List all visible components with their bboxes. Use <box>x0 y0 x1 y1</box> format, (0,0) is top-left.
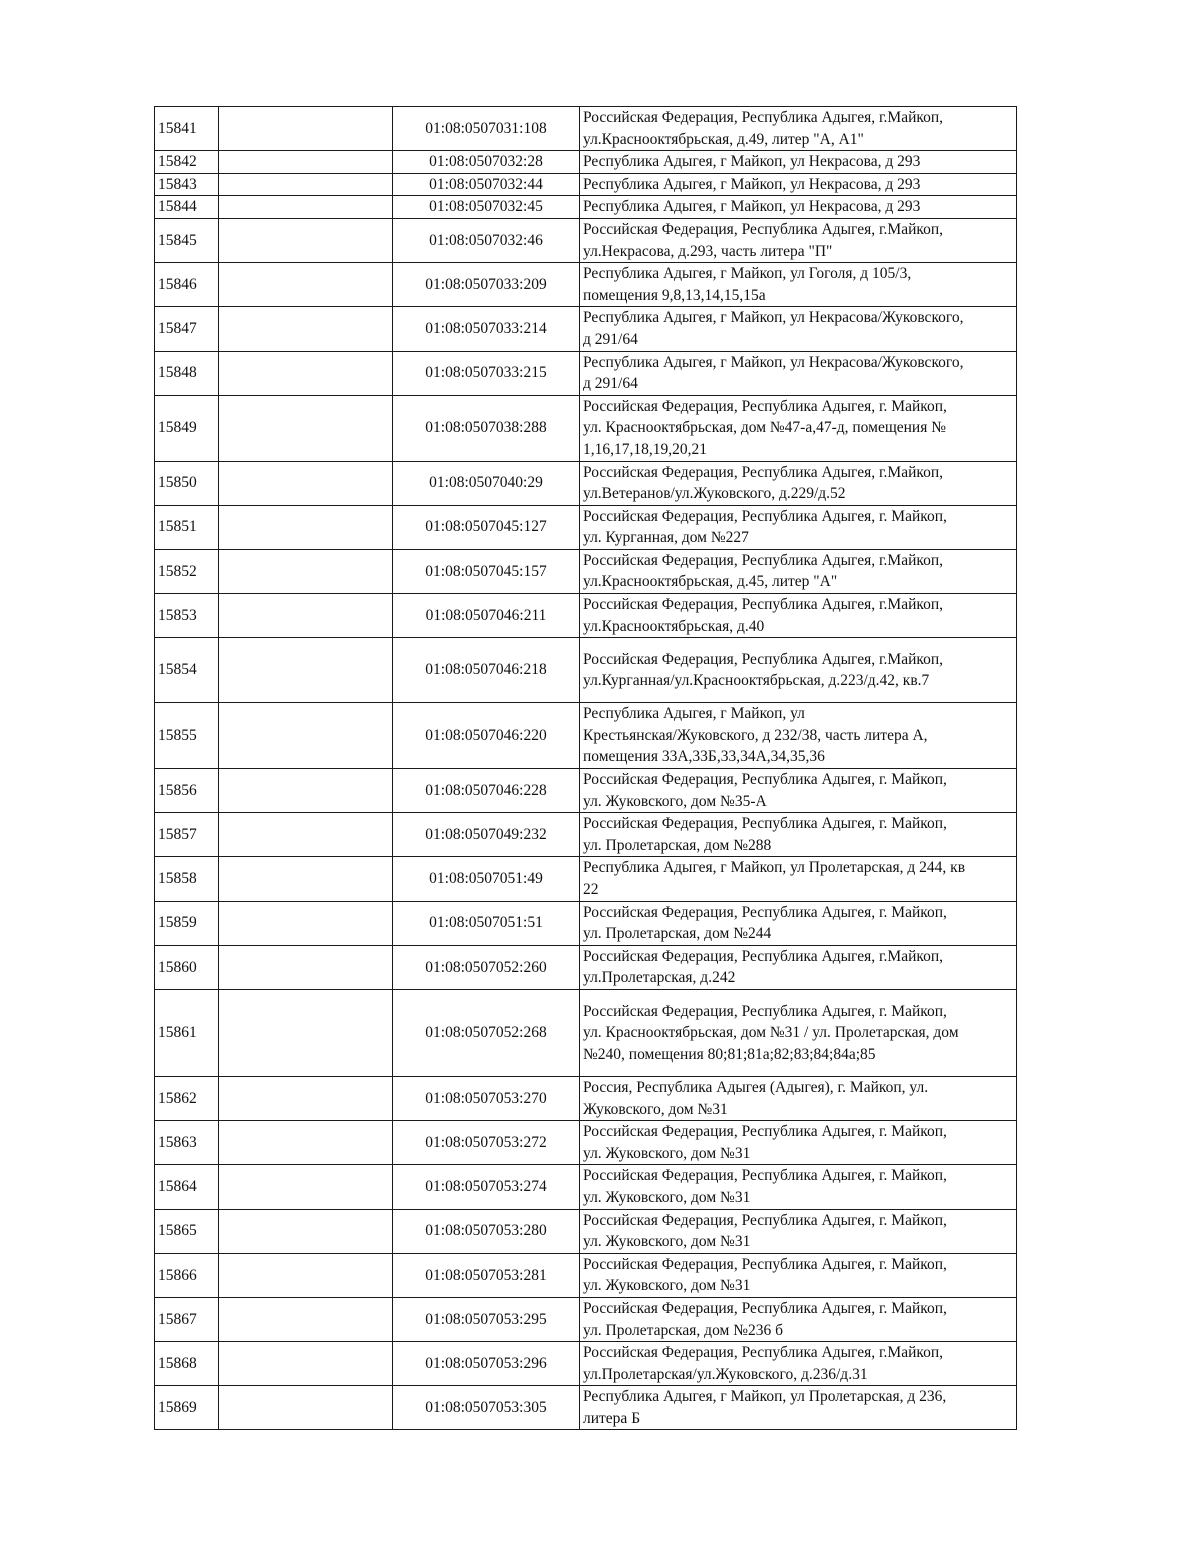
address-cell <box>580 461 1017 505</box>
cadastral-number-cell: 01:08:0507053:274 <box>393 1165 580 1209</box>
empty-cell <box>219 945 393 989</box>
address-cell <box>580 1342 1017 1386</box>
table-row <box>155 461 1017 505</box>
cadastral-number-cell: 01:08:0507053:305 <box>393 1386 580 1430</box>
table-row <box>155 1386 1017 1430</box>
empty-cell <box>219 1297 393 1341</box>
address-cell <box>580 173 1017 196</box>
cadastral-number-cell: 01:08:0507051:49 <box>393 857 580 901</box>
address-cell <box>580 945 1017 989</box>
row-number-cell: 15852 <box>155 549 219 593</box>
address-cell <box>580 703 1017 769</box>
row-number-cell: 15856 <box>155 769 219 813</box>
row-number-cell: 15841 <box>155 107 219 151</box>
address-cell-text: Российская Федерация, Республика Адыгея, г.Майкоп, ул.Краснооктябрьская, д.40 <box>583 596 944 635</box>
table-row <box>155 989 1017 1076</box>
address-cell-text: Российская Федерация, Республика Адыгея, г.Майкоп, ул.Некрасова, д.293, часть литера "П" <box>583 220 944 260</box>
empty-cell <box>219 901 393 945</box>
cadastral-number-cell: 01:08:0507031:108 <box>393 107 580 151</box>
row-number-cell: 15854 <box>155 638 219 703</box>
address-cell-text: Российская Федерация, Республика Адыгея, г. Майкоп, ул. Жуковского, дом №35-А <box>583 771 947 810</box>
address-cell <box>580 1165 1017 1209</box>
table-row <box>155 1253 1017 1297</box>
address-cell-text: Российская Федерация, Республика Адыгея, г. Майкоп, ул. Пролетарская, дом №288 <box>583 815 947 854</box>
cadastral-number-cell: 01:08:0507053:281 <box>393 1253 580 1297</box>
empty-cell <box>219 769 393 813</box>
table-row <box>155 1342 1017 1386</box>
address-cell <box>580 549 1017 593</box>
row-number-cell: 15868 <box>155 1342 219 1386</box>
empty-cell <box>219 703 393 769</box>
address-cell-text: Республика Адыгея, г Майкоп, ул Некрасова, д 293 <box>583 153 921 171</box>
empty-cell <box>219 151 393 174</box>
registry-table-body <box>155 107 1017 1430</box>
address-cell-text: Республика Адыгея, г Майкоп, ул Крестьянская/Жуковского, д 232/38, часть литера А, помещения 33А,33Б,33,34А,34,35,36 <box>583 705 928 766</box>
cadastral-number-cell: 01:08:0507032:46 <box>393 218 580 262</box>
cadastral-number-cell: 01:08:0507045:157 <box>393 549 580 593</box>
table-row <box>155 505 1017 549</box>
row-number-cell: 15855 <box>155 703 219 769</box>
table-row <box>155 549 1017 593</box>
table-row <box>155 901 1017 945</box>
empty-cell <box>219 1076 393 1120</box>
row-number-cell: 15845 <box>155 218 219 262</box>
cadastral-number-cell: 01:08:0507046:228 <box>393 769 580 813</box>
cadastral-number-cell: 01:08:0507038:288 <box>393 395 580 461</box>
table-row <box>155 594 1017 638</box>
address-cell-text: Республика Адыгея, г Майкоп, ул Некрасова/Жуковского, д 291/64 <box>583 353 964 393</box>
table-row <box>155 107 1017 151</box>
table-row <box>155 151 1017 174</box>
table-row <box>155 638 1017 703</box>
address-cell-text: Российская Федерация, Республика Адыгея, г.Майкоп, ул.Краснооктябрьская, д.49, литер "А, А1" <box>583 109 944 148</box>
table-row <box>155 263 1017 307</box>
row-number-cell: 15853 <box>155 594 219 638</box>
address-cell-text: Республика Адыгея, г Майкоп, ул Пролетарская, д 236, литера Б <box>583 1388 947 1427</box>
address-cell-text: Российская Федерация, Республика Адыгея, г. Майкоп, ул. Жуковского, дом №31 <box>583 1167 947 1206</box>
empty-cell <box>219 1165 393 1209</box>
cadastral-number-cell: 01:08:0507053:295 <box>393 1297 580 1341</box>
row-number-cell: 15864 <box>155 1165 219 1209</box>
empty-cell <box>219 196 393 219</box>
row-number-cell: 15842 <box>155 151 219 174</box>
address-cell <box>580 901 1017 945</box>
empty-cell <box>219 461 393 505</box>
address-cell-text: Республика Адыгея, г Майкоп, ул Некрасова, д 293 <box>583 198 921 216</box>
address-cell <box>580 151 1017 174</box>
address-cell <box>580 594 1017 638</box>
cadastral-number-cell: 01:08:0507046:218 <box>393 638 580 703</box>
table-row <box>155 395 1017 461</box>
row-number-cell: 15847 <box>155 307 219 351</box>
address-cell-text: Российская Федерация, Республика Адыгея, г. Майкоп, ул. Пролетарская, дом №244 <box>583 903 947 943</box>
table-row <box>155 813 1017 857</box>
empty-cell <box>219 307 393 351</box>
cadastral-number-cell: 01:08:0507053:280 <box>393 1209 580 1253</box>
row-number-cell: 15849 <box>155 395 219 461</box>
row-number-cell: 15858 <box>155 857 219 901</box>
address-cell <box>580 638 1017 703</box>
table-row <box>155 218 1017 262</box>
row-number-cell: 15867 <box>155 1297 219 1341</box>
row-number-cell: 15857 <box>155 813 219 857</box>
cadastral-number-cell: 01:08:0507046:220 <box>393 703 580 769</box>
empty-cell <box>219 107 393 151</box>
table-row <box>155 1297 1017 1341</box>
empty-cell <box>219 505 393 549</box>
address-cell <box>580 505 1017 549</box>
address-cell <box>580 1121 1017 1165</box>
address-cell <box>580 989 1017 1076</box>
row-number-cell: 15850 <box>155 461 219 505</box>
row-number-cell: 15843 <box>155 173 219 196</box>
row-number-cell: 15863 <box>155 1121 219 1165</box>
row-number-cell: 15844 <box>155 196 219 219</box>
cadastral-number-cell: 01:08:0507033:209 <box>393 263 580 307</box>
table-row <box>155 351 1017 395</box>
address-cell-text: Республика Адыгея, г Майкоп, ул Пролетарская, д 244, кв 22 <box>583 859 966 898</box>
address-cell <box>580 813 1017 857</box>
row-number-cell: 15866 <box>155 1253 219 1297</box>
address-cell <box>580 263 1017 307</box>
row-number-cell: 15869 <box>155 1386 219 1430</box>
address-cell <box>580 857 1017 901</box>
address-cell <box>580 218 1017 262</box>
table-row <box>155 945 1017 989</box>
address-cell-text: Российская Федерация, Республика Адыгея, г.Майкоп, ул.Краснооктябрьская, д.45, литер "А" <box>583 551 944 591</box>
address-cell-text: Россия, Республика Адыгея (Адыгея), г. Майкоп, ул. Жуковского, дом №31 <box>583 1078 929 1118</box>
empty-cell <box>219 218 393 262</box>
empty-cell <box>219 351 393 395</box>
empty-cell <box>219 989 393 1076</box>
table-row <box>155 307 1017 351</box>
address-cell-text: Российская Федерация, Республика Адыгея, г. Майкоп, ул. Краснооктябрьская, дом №31 / ул. Пролетарская, дом №240, помещения 80;81;81а;82;83;84;84а;85 <box>583 1002 959 1063</box>
address-cell-text: Российская Федерация, Республика Адыгея, г.Майкоп, ул.Ветеранов/ул.Жуковского, д.229/д.52 <box>583 463 944 503</box>
address-cell <box>580 395 1017 461</box>
address-cell-text: Российская Федерация, Республика Адыгея, г. Майкоп, ул. Жуковского, дом №31 <box>583 1123 947 1162</box>
empty-cell <box>219 1121 393 1165</box>
table-row <box>155 196 1017 219</box>
row-number-cell: 15860 <box>155 945 219 989</box>
empty-cell <box>219 1386 393 1430</box>
address-cell-text: Российская Федерация, Республика Адыгея, г.Майкоп, ул.Пролетарская, д.242 <box>583 947 944 987</box>
cadastral-number-cell: 01:08:0507053:270 <box>393 1076 580 1120</box>
address-cell-text: Российская Федерация, Республика Адыгея, г. Майкоп, ул. Жуковского, дом №31 <box>583 1255 947 1295</box>
cadastral-number-cell: 01:08:0507032:28 <box>393 151 580 174</box>
cadastral-number-cell: 01:08:0507032:45 <box>393 196 580 219</box>
table-row <box>155 769 1017 813</box>
table-row <box>155 1121 1017 1165</box>
cadastral-number-cell: 01:08:0507045:127 <box>393 505 580 549</box>
empty-cell <box>219 813 393 857</box>
address-cell <box>580 307 1017 351</box>
address-cell <box>580 107 1017 151</box>
empty-cell <box>219 638 393 703</box>
empty-cell <box>219 594 393 638</box>
table-row <box>155 1076 1017 1120</box>
address-cell-text: Российская Федерация, Республика Адыгея, г. Майкоп, ул. Жуковского, дом №31 <box>583 1211 947 1251</box>
registry-table <box>154 106 1017 1430</box>
row-number-cell: 15861 <box>155 989 219 1076</box>
cadastral-number-cell: 01:08:0507053:272 <box>393 1121 580 1165</box>
row-number-cell: 15859 <box>155 901 219 945</box>
table-row <box>155 1209 1017 1253</box>
address-cell <box>580 1386 1017 1430</box>
row-number-cell: 15862 <box>155 1076 219 1120</box>
address-cell <box>580 351 1017 395</box>
cadastral-number-cell: 01:08:0507052:260 <box>393 945 580 989</box>
address-cell-text: Российская Федерация, Республика Адыгея, г. Майкоп, ул. Краснооктябрьская, дом №47-а,47-д, помещения № 1,16,17,18,19,20,21 <box>583 397 947 458</box>
address-cell-text: Республика Адыгея, г Майкоп, ул Некрасова/Жуковского, д 291/64 <box>583 309 964 348</box>
empty-cell <box>219 1253 393 1297</box>
table-row <box>155 857 1017 901</box>
address-cell-text: Республика Адыгея, г Майкоп, ул Некрасова, д 293 <box>583 175 921 193</box>
cadastral-number-cell: 01:08:0507053:296 <box>393 1342 580 1386</box>
empty-cell <box>219 263 393 307</box>
cadastral-number-cell: 01:08:0507049:232 <box>393 813 580 857</box>
empty-cell <box>219 1209 393 1253</box>
empty-cell <box>219 173 393 196</box>
cadastral-number-cell: 01:08:0507046:211 <box>393 594 580 638</box>
address-cell <box>580 1297 1017 1341</box>
address-cell <box>580 196 1017 219</box>
address-cell-text: Российская Федерация, Республика Адыгея, г.Майкоп, ул.Пролетарская/ул.Жуковского, д.236/д.31 <box>583 1344 944 1383</box>
empty-cell <box>219 857 393 901</box>
row-number-cell: 15848 <box>155 351 219 395</box>
empty-cell <box>219 1342 393 1386</box>
empty-cell <box>219 395 393 461</box>
address-cell <box>580 1076 1017 1120</box>
cadastral-number-cell: 01:08:0507040:29 <box>393 461 580 505</box>
cadastral-number-cell: 01:08:0507033:214 <box>393 307 580 351</box>
address-cell-text: Республика Адыгея, г Майкоп, ул Гоголя, д 105/3, помещения 9,8,13,14,15,15а <box>583 265 912 304</box>
table-row <box>155 173 1017 196</box>
address-cell-text: Российская Федерация, Республика Адыгея, г.Майкоп, ул.Курганная/ул.Краснооктябрьская, д.223/д.42, кв.7 <box>583 650 944 690</box>
row-number-cell: 15851 <box>155 505 219 549</box>
row-number-cell: 15865 <box>155 1209 219 1253</box>
address-cell-text: Российская Федерация, Республика Адыгея, г. Майкоп, ул. Пролетарская, дом №236 б <box>583 1299 947 1339</box>
cadastral-number-cell: 01:08:0507052:268 <box>393 989 580 1076</box>
cadastral-number-cell: 01:08:0507033:215 <box>393 351 580 395</box>
empty-cell <box>219 549 393 593</box>
cadastral-number-cell: 01:08:0507032:44 <box>393 173 580 196</box>
cadastral-number-cell: 01:08:0507051:51 <box>393 901 580 945</box>
row-number-cell: 15846 <box>155 263 219 307</box>
address-cell <box>580 1253 1017 1297</box>
address-cell <box>580 769 1017 813</box>
table-row <box>155 1165 1017 1209</box>
address-cell-text: Российская Федерация, Республика Адыгея, г. Майкоп, ул. Курганная, дом №227 <box>583 507 947 547</box>
table-row <box>155 703 1017 769</box>
address-cell <box>580 1209 1017 1253</box>
